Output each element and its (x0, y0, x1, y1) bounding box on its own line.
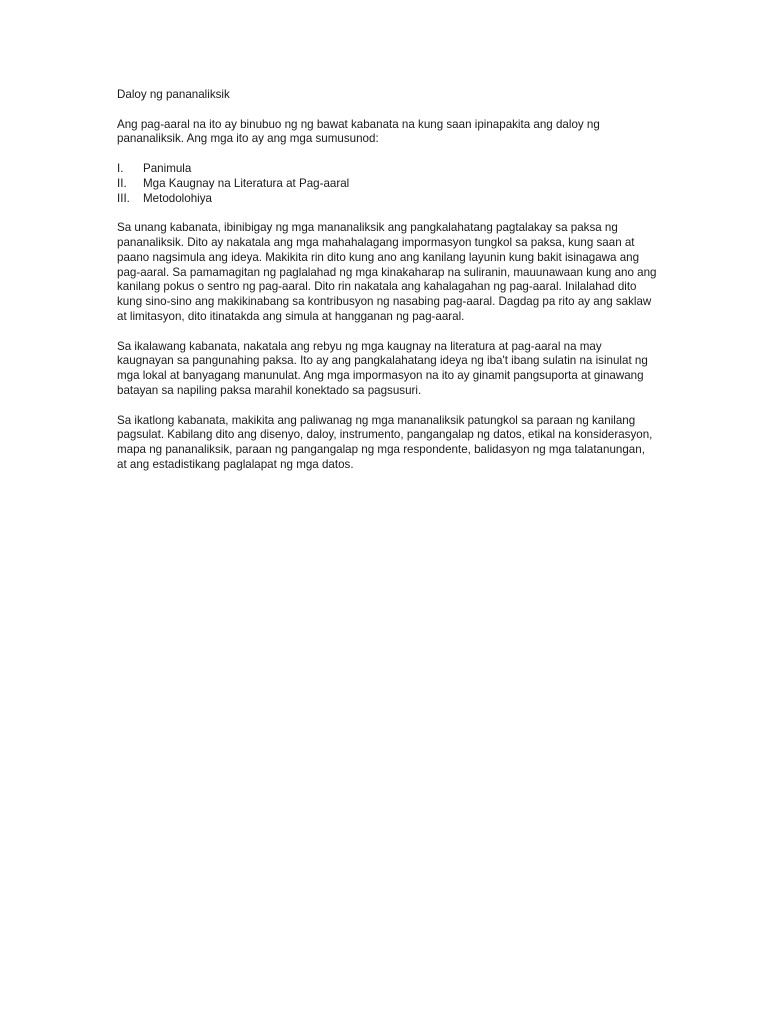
document-body (117, 88, 657, 488)
chapter-title: Panimula (143, 161, 192, 175)
chapter-number: III. (117, 191, 130, 205)
chapter-list-item (117, 162, 657, 177)
chapter-list (117, 162, 657, 206)
chapter-title: Mga Kaugnay na Literatura at Pag-aaral (143, 176, 350, 190)
chapter-three-paragraph: Sa ikatlong kabanata, makikita ang paliwanag ng mga mananaliksik patungkol sa paraan ng kanilang pagsulat. Kabilang dito ang disenyo, daloy, instrumento, pangangalap ng datos, etikal na konsiderasyon, mapa ng pananaliksik, paraan ng pangangalap ng mga respondente, balidasyon ng mga talatanungan, at ang estadistikang paglalapat ng mga datos. (117, 413, 653, 471)
chapter-two-paragraph: Sa ikalawang kabanata, nakatala ang rebyu ng mga kaugnay na literatura at pag-aaral na may kaugnayan sa pangunahing paksa. Ito ay ang pangkalahatang ideya ng iba't ibang sulatin na isinulat ng mga lokal at banyagang manunulat. Ang mga impormasyon na ito ay ginamit pangsuporta at ginawang batayan sa napiling paksa marahil konektado sa pagsusuri. (117, 339, 648, 397)
chapter-one-paragraph: Sa unang kabanata, ibinibigay ng mga mananaliksik ang pangkalahatang pagtalakay sa paksa ng pananaliksik. Dito ay nakatala ang mga mahahalagang impormasyon tungkol sa paksa, kung saan at paano nagsimula ang ideya. Makikita rin dito kung ano ang kanilang layunin kung bakit isinagawa ang pag-aaral. Sa pamamagitan ng paglalahad ng mga kinakaharap na suliranin, mauunawaan kung ano ang kanilang pokus o sentro ng pag-aaral. Dito rin nakatala ang kahalagahan ng pag-aaral. Inilalahad dito kung sino-sino ang makikinabang sa kontribusyon ng nasabing pag-aaral. Dagdag pa rito ay ang saklaw at limitasyon, dito itinatakda ang simula at hangganan ng pag-aaral. (117, 221, 657, 323)
chapter-title: Metodolohiya (143, 191, 212, 205)
chapter-number: II. (117, 176, 127, 190)
chapter-number: I. (117, 161, 124, 175)
intro-paragraph: Ang pag-aaral na ito ay binubuo ng ng bawat kabanata na kung saan ipinapakita ang daloy ng pananaliksik. Ang mga ito ay ang mga sumusunod: (117, 117, 600, 146)
chapter-list-item (117, 177, 657, 192)
document-heading: Daloy ng pananaliksik (117, 88, 230, 101)
chapter-list-item (117, 192, 657, 207)
